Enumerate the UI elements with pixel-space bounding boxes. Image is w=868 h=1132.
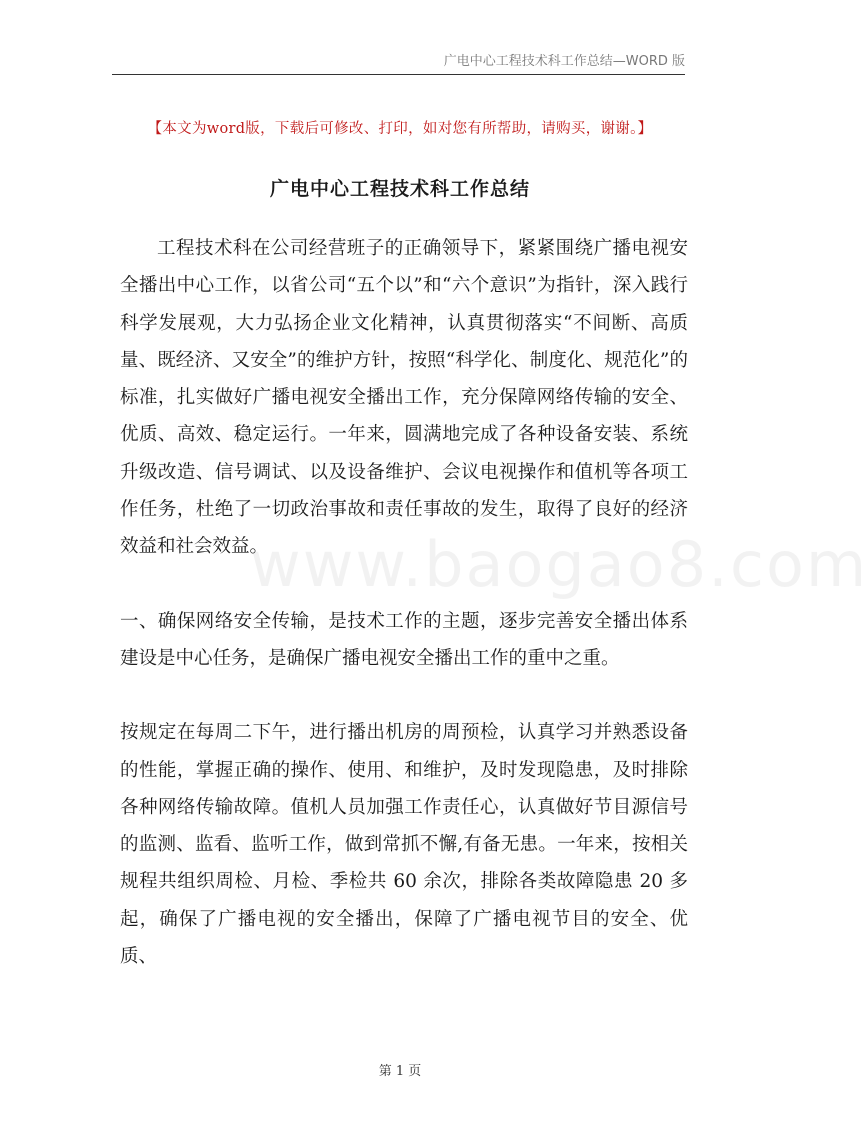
paragraph-section-1: 按规定在每周二下午，进行播出机房的周预检，认真学习并熟悉设备的性能，掌握正确的操作、使用、和维护，及时发现隐患，及时排除各种网络传输故障。值机人员加强工作责任心，认真做好节目源信号的监测、监看、监听工作，做到常抓不懈,有备无患。一年来，按相关规程共组织周检、月检、季检共 60 余次，排除各类故障隐患 20 多起，确保了广播电视的安全播出，保障了广播电视节目的安全、优质、	[120, 722, 688, 968]
document-body	[120, 230, 688, 975]
paragraph-intro: 工程技术科在公司经营班子的正确领导下，紧紧围绕广播电视安全播出中心工作，以省公司“五个以”和“六个意识”为指针，深入践行科学发展观，大力弘扬企业文化精神，认真贯彻落实“不间断、高质量、既经济、又安全”的维护方针，按照“科学化、制度化、规范化”的标准，扎实做好广播电视安全播出工作，充分保障网络传输的安全、优质、高效、稳定运行。一年来，圆满地完成了各种设备安装、系统升级改造、信号调试、以及设备维护、会议电视操作和值机等各项工作任务，杜绝了一切政治事故和责任事故的发生，取得了良好的经济效益和社会效益。	[120, 238, 688, 558]
page-header: 广电中心工程技术科工作总结—WORD 版	[112, 50, 685, 75]
purchase-notice: 【本文为word版，下载后可修改、打印，如对您有所帮助，请购买，谢谢。】	[147, 121, 653, 137]
page-number: 第 1 页	[378, 1064, 422, 1079]
watermark: www.baogao8.com	[250, 528, 868, 601]
section-heading-1: 一、确保网络安全传输，是技术工作的主题，逐步完善安全播出体系建设是中心任务，是确保广播电视安全播出工作的重中之重。	[120, 610, 688, 669]
document-title: 广电中心工程技术科工作总结	[269, 178, 530, 200]
